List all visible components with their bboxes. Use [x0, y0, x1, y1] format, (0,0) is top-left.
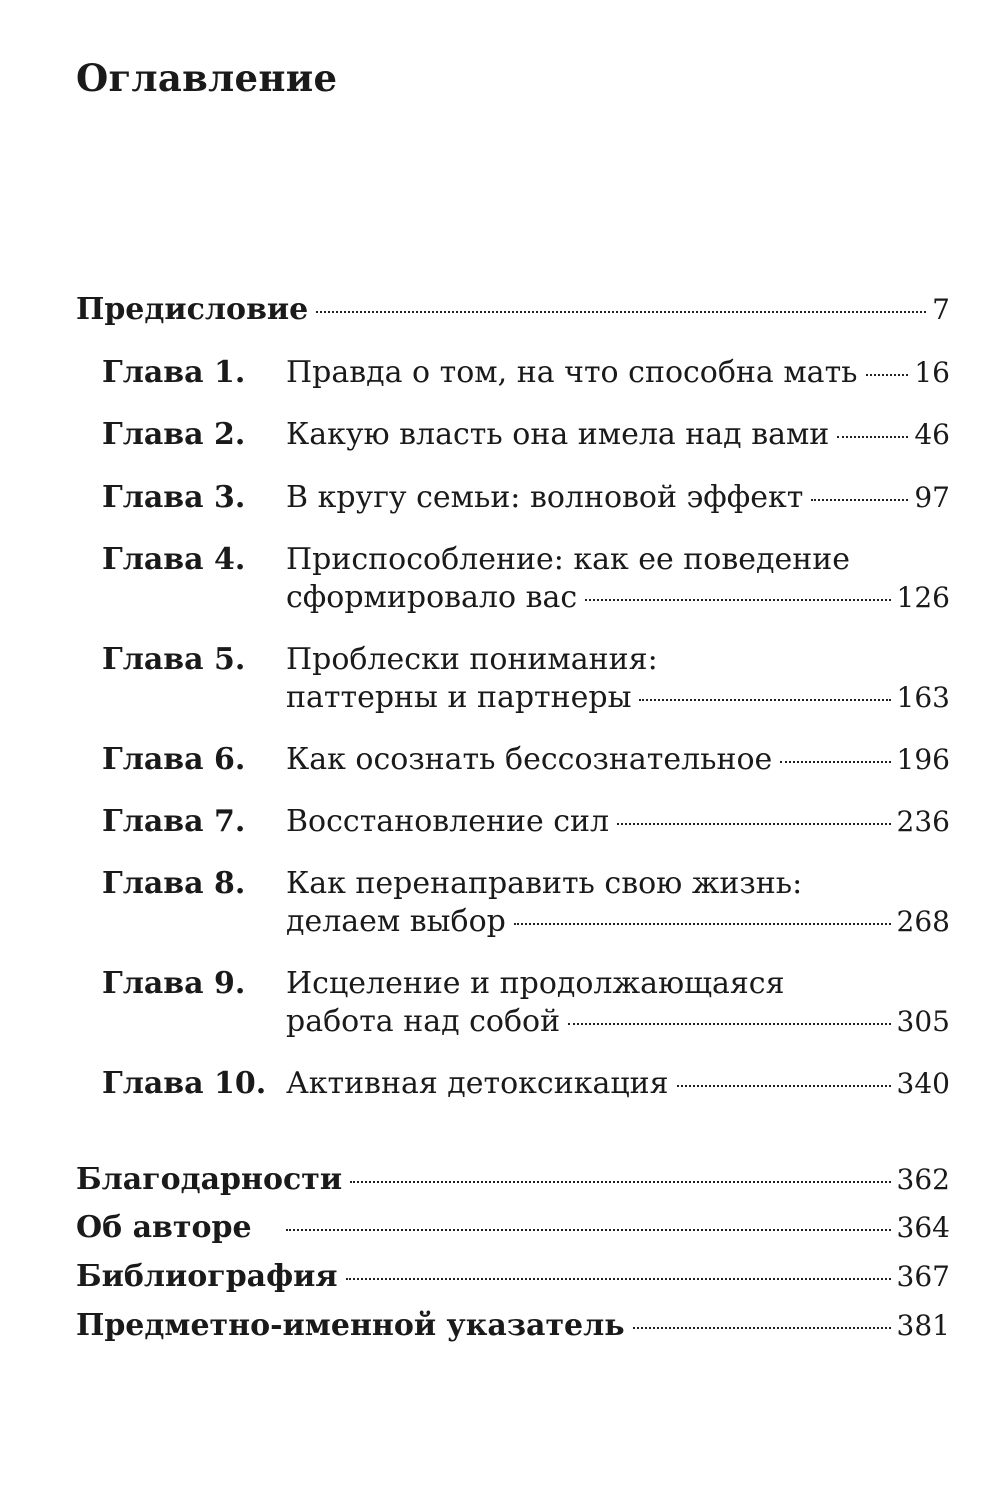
- chapter-title-line-1: Приспособление: как ее поведение: [286, 542, 850, 577]
- toc-entry-bibliography[interactable]: [76, 1258, 950, 1296]
- chapter-number: Глава 3.: [102, 480, 246, 515]
- dot-leader: [639, 699, 890, 701]
- dot-leader: [866, 374, 909, 376]
- toc-page-number: 340: [896, 1067, 950, 1100]
- toc-entry-chapter-2[interactable]: [102, 416, 950, 454]
- toc-page-number: 305: [896, 1005, 950, 1038]
- chapter-number: Глава 6.: [102, 742, 246, 777]
- dot-leader: [514, 923, 891, 925]
- toc-entry-chapter-6[interactable]: [102, 741, 950, 779]
- toc-entry-label: Предисловие: [76, 292, 309, 327]
- chapter-title-line-1: Исцеление и продолжающаяся: [286, 966, 785, 1001]
- toc-page-number: 364: [896, 1211, 950, 1244]
- dot-leader: [837, 436, 908, 438]
- chapter-title: Активная детоксикация: [286, 1066, 669, 1101]
- dot-leader: [811, 499, 908, 501]
- chapter-number: Глава 5.: [102, 642, 246, 677]
- toc-page-number: 381: [896, 1309, 950, 1342]
- dot-leader: [617, 823, 890, 825]
- toc-page: [76, 0, 950, 1507]
- toc-page-number: 97: [914, 481, 950, 514]
- toc-entry-label: Библиография: [76, 1259, 338, 1294]
- chapter-number: Глава 2.: [102, 417, 246, 452]
- page-title: Оглавление: [76, 56, 338, 100]
- toc-entry-chapter-10[interactable]: [102, 1065, 950, 1103]
- toc-entry-index[interactable]: [76, 1307, 950, 1345]
- toc-page-number: 46: [914, 418, 950, 451]
- toc-entry-chapter-4[interactable]: [102, 541, 950, 617]
- dot-leader: [677, 1085, 891, 1087]
- chapter-number: Глава 7.: [102, 804, 246, 839]
- toc-entry-label: Благодарности: [76, 1162, 343, 1197]
- toc-entry-chapter-5[interactable]: [102, 641, 950, 717]
- toc-page-number: 126: [896, 581, 950, 614]
- toc-page-number: 367: [896, 1260, 950, 1293]
- chapter-title: Восстановление сил: [286, 804, 610, 839]
- toc-entry-chapter-1[interactable]: [102, 354, 950, 392]
- chapter-title: Какую власть она имела над вами: [286, 417, 830, 452]
- chapter-number: Глава 4.: [102, 542, 246, 577]
- toc-entry-chapter-3[interactable]: [102, 479, 950, 517]
- chapter-number: Глава 10.: [102, 1066, 267, 1101]
- toc-page-number: 16: [914, 356, 950, 389]
- toc-page-number: 196: [896, 743, 950, 776]
- dot-leader: [780, 761, 890, 763]
- dot-leader: [346, 1278, 891, 1280]
- dot-leader: [585, 599, 890, 601]
- toc-entry-chapter-9[interactable]: [102, 965, 950, 1041]
- toc-entry-chapter-8[interactable]: [102, 865, 950, 941]
- chapter-title-line-2: сформировало вас: [286, 580, 578, 615]
- toc-entry-chapter-7[interactable]: [102, 803, 950, 841]
- toc-page-number: 7: [932, 293, 950, 326]
- toc-entry-acknowledgements[interactable]: [76, 1161, 950, 1199]
- toc-entry-preface[interactable]: [76, 291, 950, 329]
- dot-leader: [568, 1023, 890, 1025]
- toc-page-number: 268: [896, 905, 950, 938]
- chapter-title-line-2: работа над собой: [286, 1004, 561, 1039]
- chapter-title-line-2: делаем выбор: [286, 904, 506, 939]
- chapter-title-line-1: Как перенаправить свою жизнь:: [286, 866, 803, 901]
- chapter-title-line-1: Проблески понимания:: [286, 642, 658, 677]
- toc-entry-about-author[interactable]: [76, 1209, 950, 1247]
- chapter-title: Правда о том, на что способна мать: [286, 355, 858, 390]
- dot-leader: [633, 1327, 891, 1329]
- toc-page-number: 362: [896, 1163, 950, 1196]
- dot-leader: [316, 311, 926, 313]
- chapter-title: Как осознать бессознательное: [286, 742, 773, 777]
- chapter-title: В кругу семьи: волновой эффект: [286, 480, 804, 515]
- chapter-number: Глава 8.: [102, 866, 246, 901]
- toc-page-number: 163: [896, 681, 950, 714]
- chapter-number: Глава 1.: [102, 355, 246, 390]
- chapter-number: Глава 9.: [102, 966, 246, 1001]
- toc-entry-label: Об авторе: [76, 1210, 252, 1245]
- dot-leader: [350, 1181, 890, 1183]
- toc-page-number: 236: [896, 805, 950, 838]
- chapter-title-line-2: паттерны и партнеры: [286, 680, 632, 715]
- dot-leader: [286, 1229, 891, 1231]
- toc-entry-label: Предметно-именной указатель: [76, 1308, 625, 1343]
